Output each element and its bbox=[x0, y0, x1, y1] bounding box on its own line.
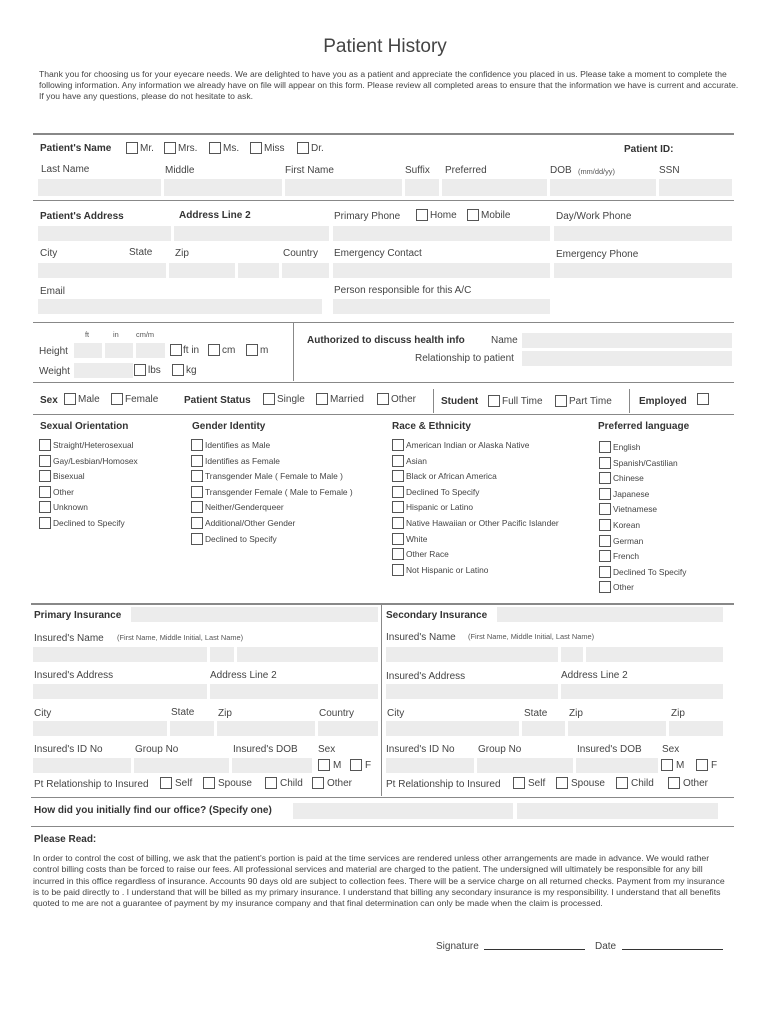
secondary-sex-m-label: M bbox=[676, 760, 685, 771]
middle-label: Middle bbox=[165, 165, 195, 176]
orientation-option-checkbox[interactable] bbox=[39, 501, 51, 513]
kg-checkbox[interactable] bbox=[172, 364, 184, 376]
primary-sex-m-checkbox[interactable] bbox=[318, 759, 330, 771]
language-option-checkbox[interactable] bbox=[599, 488, 611, 500]
signature-label: Signature bbox=[436, 941, 479, 952]
gender-option-label: Identifies as Female bbox=[205, 455, 280, 466]
responsible-field[interactable] bbox=[333, 299, 550, 314]
race-option-checkbox[interactable] bbox=[392, 548, 404, 560]
language-option-label: English bbox=[613, 442, 641, 452]
secondary-city-field[interactable] bbox=[386, 721, 519, 736]
primary-rel-self-checkbox[interactable] bbox=[160, 777, 172, 789]
secondary-insured-address-field[interactable] bbox=[386, 684, 558, 699]
ssn-label: SSN bbox=[659, 165, 680, 176]
language-option-label: Korean bbox=[613, 520, 641, 530]
email-label: Email bbox=[40, 286, 66, 297]
cm-checkbox[interactable] bbox=[208, 344, 220, 356]
divider bbox=[33, 200, 734, 201]
language-option-label: Declined To Specify bbox=[613, 566, 687, 577]
last-name-field[interactable] bbox=[38, 179, 161, 196]
relationship-label: Relationship to patient bbox=[415, 353, 514, 364]
secondary-rel-self-label: Self bbox=[528, 778, 546, 789]
race-option-label: Hispanic or Latino bbox=[406, 502, 474, 513]
language-title: Preferred language bbox=[598, 421, 690, 432]
language-option-checkbox[interactable] bbox=[599, 503, 611, 515]
secondary-rel-spouse-label: Spouse bbox=[571, 778, 605, 789]
secondary-rel-spouse-checkbox[interactable] bbox=[556, 777, 568, 789]
divider bbox=[293, 323, 294, 381]
secondary-relationship-label: Pt Relationship to Insured bbox=[386, 779, 501, 790]
primary-sex-m-label: M bbox=[333, 760, 342, 771]
secondary-insured-first-field[interactable] bbox=[386, 647, 558, 662]
city-field[interactable] bbox=[38, 263, 166, 278]
m-checkbox[interactable] bbox=[246, 344, 258, 356]
email-field[interactable] bbox=[38, 299, 322, 314]
cm-label: cm bbox=[222, 345, 236, 356]
orientation-option-label: Straight/Heterosexual bbox=[53, 440, 134, 450]
orientation-option-label: Declined to Specify bbox=[53, 518, 125, 528]
secondary-insurance-title: Secondary Insurance bbox=[386, 610, 488, 621]
work-phone-label: Day/Work Phone bbox=[556, 211, 632, 222]
student-label: Student bbox=[441, 396, 479, 407]
language-option-checkbox[interactable] bbox=[599, 550, 611, 562]
responsible-label: Person responsible for this A/C bbox=[334, 285, 472, 296]
secondary-insured-last-field[interactable] bbox=[586, 647, 723, 662]
primary-insured-address-label: Insured's Address bbox=[34, 670, 114, 681]
orientation-option-checkbox[interactable] bbox=[39, 486, 51, 498]
race-option-label: Declined To Specify bbox=[406, 486, 480, 497]
gender-option-checkbox[interactable] bbox=[191, 486, 203, 498]
language-option-label: Chinese bbox=[613, 473, 644, 484]
secondary-sex-m-checkbox[interactable] bbox=[661, 759, 673, 771]
language-option-label: German bbox=[613, 535, 644, 546]
secondary-state-label: State bbox=[524, 708, 548, 719]
gender-option-checkbox[interactable] bbox=[191, 455, 203, 467]
referral-field[interactable] bbox=[293, 803, 513, 819]
sex-label: Sex bbox=[40, 395, 58, 406]
primary-sex-f-checkbox[interactable] bbox=[350, 759, 362, 771]
address-line2-label: Address Line 2 bbox=[179, 210, 251, 221]
language-option-checkbox[interactable] bbox=[599, 519, 611, 531]
secondary-group-field[interactable] bbox=[477, 758, 573, 773]
title-mr-checkbox[interactable] bbox=[126, 142, 138, 154]
race-option-label: Asian bbox=[406, 455, 427, 466]
emergency-phone-field[interactable] bbox=[554, 263, 732, 278]
race-option-label: Black or African America bbox=[406, 471, 497, 482]
primary-dob-field[interactable] bbox=[232, 758, 312, 773]
secondary-sex-f-checkbox[interactable] bbox=[696, 759, 708, 771]
race-option-checkbox[interactable] bbox=[392, 533, 404, 545]
orientation-option-label: Other bbox=[53, 486, 74, 497]
race-option-label: White bbox=[406, 533, 428, 544]
primary-rel-spouse-label: Spouse bbox=[218, 778, 252, 789]
title-dr-label: Dr. bbox=[311, 143, 324, 154]
page-title: Patient History bbox=[323, 36, 447, 57]
lbs-checkbox[interactable] bbox=[134, 364, 146, 376]
primary-relationship-label: Pt Relationship to Insured bbox=[34, 779, 149, 790]
patient-id-label: Patient ID: bbox=[624, 144, 674, 155]
language-option-label: Other bbox=[613, 582, 634, 593]
primary-insured-first-field[interactable] bbox=[33, 647, 207, 662]
race-option-checkbox[interactable] bbox=[392, 455, 404, 467]
emergency-contact-label: Emergency Contact bbox=[334, 248, 422, 259]
secondary-insurance-field[interactable] bbox=[497, 607, 723, 622]
height-cm-field[interactable] bbox=[136, 343, 165, 358]
language-option-checkbox[interactable] bbox=[599, 566, 611, 578]
primary-group-field[interactable] bbox=[134, 758, 229, 773]
secondary-dob-label: Insured's DOB bbox=[577, 744, 642, 755]
gender-option-checkbox[interactable] bbox=[191, 517, 203, 529]
primary-country-label: Country bbox=[319, 708, 355, 719]
secondary-rel-other-label: Other bbox=[683, 778, 709, 789]
in-header: in bbox=[113, 330, 119, 339]
gender-title: Gender Identity bbox=[192, 421, 266, 432]
state-field[interactable] bbox=[169, 263, 235, 278]
race-option-checkbox[interactable] bbox=[392, 501, 404, 513]
authorized-name-field[interactable] bbox=[522, 333, 732, 348]
race-option-checkbox[interactable] bbox=[392, 517, 404, 529]
gender-option-label: Identifies as Male bbox=[205, 440, 271, 450]
primary-state-label: State bbox=[171, 707, 195, 718]
phone-home-checkbox[interactable] bbox=[416, 209, 428, 221]
secondary-state-field[interactable] bbox=[522, 721, 565, 736]
primary-phone-field[interactable] bbox=[333, 226, 550, 241]
title-miss-checkbox[interactable] bbox=[250, 142, 262, 154]
phone-mobile-label: Mobile bbox=[481, 210, 511, 221]
language-option-label: Vietnamese bbox=[613, 504, 658, 515]
gender-option-checkbox[interactable] bbox=[191, 439, 203, 451]
height-in-field[interactable] bbox=[105, 343, 133, 358]
lbs-label: lbs bbox=[148, 365, 161, 376]
signature-line[interactable] bbox=[484, 949, 585, 950]
gender-option-label: Declined to Specify bbox=[205, 533, 277, 544]
state-label: State bbox=[129, 247, 153, 258]
zip-field[interactable] bbox=[238, 263, 279, 278]
orientation-option-checkbox[interactable] bbox=[39, 439, 51, 451]
title-mrs-checkbox[interactable] bbox=[164, 142, 176, 154]
ft-in-label: ft in bbox=[183, 345, 200, 356]
status-single-checkbox[interactable] bbox=[263, 393, 275, 405]
orientation-option-checkbox[interactable] bbox=[39, 455, 51, 467]
primary-rel-other-checkbox[interactable] bbox=[312, 777, 324, 789]
suffix-field[interactable] bbox=[405, 179, 439, 196]
authorized-name-label: Name bbox=[491, 335, 518, 346]
work-phone-field[interactable] bbox=[554, 226, 732, 241]
student-full-time-checkbox[interactable] bbox=[488, 395, 500, 407]
employed-label: Employed bbox=[639, 396, 687, 407]
patient-address-label: Patient's Address bbox=[40, 211, 124, 222]
zip-label: Zip bbox=[175, 248, 189, 259]
secondary-address-line2-field[interactable] bbox=[561, 684, 723, 699]
race-option-label: American Indian or Alaska Native bbox=[406, 440, 530, 450]
primary-insured-last-field[interactable] bbox=[237, 647, 378, 662]
divider bbox=[381, 604, 382, 796]
suffix-label: Suffix bbox=[405, 165, 430, 176]
ft-header: ft bbox=[85, 330, 90, 339]
race-option-checkbox[interactable] bbox=[392, 470, 404, 482]
secondary-sex-f-label: F bbox=[711, 760, 718, 771]
cm-m-header: cm/m bbox=[136, 330, 155, 339]
secondary-insured-name-label: Insured's Name bbox=[386, 632, 456, 643]
race-option-label: Other Race bbox=[406, 549, 449, 560]
secondary-city-label: City bbox=[387, 708, 405, 719]
secondary-rel-child-label: Child bbox=[631, 778, 654, 789]
please-read-title: Please Read: bbox=[34, 834, 97, 845]
divider bbox=[629, 389, 630, 413]
title-ms-label: Ms. bbox=[223, 143, 240, 154]
primary-insured-middle-field[interactable] bbox=[210, 647, 234, 662]
secondary-rel-self-checkbox[interactable] bbox=[513, 777, 525, 789]
first-name-field[interactable] bbox=[285, 179, 402, 196]
secondary-zip-label: Zip bbox=[569, 708, 583, 719]
dob-label: DOB bbox=[550, 165, 572, 176]
emergency-phone-label: Emergency Phone bbox=[556, 249, 639, 260]
secondary-zip-field[interactable] bbox=[568, 721, 666, 736]
primary-insured-address-field[interactable] bbox=[33, 684, 207, 699]
kg-label: kg bbox=[186, 365, 197, 376]
divider bbox=[31, 797, 734, 798]
address-field[interactable] bbox=[38, 226, 171, 241]
orientation-option-checkbox[interactable] bbox=[39, 470, 51, 482]
phone-mobile-checkbox[interactable] bbox=[467, 209, 479, 221]
gender-option-label: Transgender Male ( Female to Male ) bbox=[205, 471, 343, 482]
relationship-field[interactable] bbox=[522, 351, 732, 366]
preferred-field[interactable] bbox=[442, 179, 547, 196]
orientation-option-label: Gay/Lesbian/Homosex bbox=[53, 455, 138, 466]
language-option-label: French bbox=[613, 551, 640, 562]
first-name-label: First Name bbox=[285, 165, 334, 176]
race-option-checkbox[interactable] bbox=[392, 564, 404, 576]
phone-home-label: Home bbox=[430, 210, 457, 221]
primary-id-field[interactable] bbox=[33, 758, 131, 773]
title-ms-checkbox[interactable] bbox=[209, 142, 221, 154]
patient-status-label: Patient Status bbox=[184, 395, 251, 406]
primary-insured-name-label: Insured's Name bbox=[34, 633, 104, 644]
primary-group-label: Group No bbox=[135, 744, 179, 755]
secondary-sex-label: Sex bbox=[662, 744, 680, 755]
ft-in-checkbox[interactable] bbox=[170, 344, 182, 356]
patient-name-label: Patient's Name bbox=[40, 143, 112, 154]
language-option-checkbox[interactable] bbox=[599, 535, 611, 547]
race-option-label: Not Hispanic or Latino bbox=[406, 564, 489, 575]
primary-sex-f-label: F bbox=[365, 760, 372, 771]
gender-option-label: Neither/Genderqueer bbox=[205, 502, 284, 513]
language-option-label: Spanish/Castilian bbox=[613, 457, 678, 468]
status-single-label: Single bbox=[277, 394, 305, 405]
title-miss-label: Miss bbox=[264, 143, 285, 154]
primary-state-field[interactable] bbox=[170, 721, 214, 736]
language-option-checkbox[interactable] bbox=[599, 457, 611, 469]
m-label: m bbox=[260, 345, 269, 356]
gender-option-checkbox[interactable] bbox=[191, 470, 203, 482]
preferred-label: Preferred bbox=[445, 165, 487, 176]
dob-format-hint: (mm/dd/yy) bbox=[578, 167, 615, 176]
secondary-dob-field[interactable] bbox=[576, 758, 658, 773]
title-dr-checkbox[interactable] bbox=[297, 142, 309, 154]
secondary-rel-other-checkbox[interactable] bbox=[668, 777, 680, 789]
primary-rel-self-label: Self bbox=[175, 778, 193, 789]
title-mrs-label: Mrs. bbox=[178, 143, 198, 154]
secondary-group-label: Group No bbox=[478, 744, 522, 755]
status-married-label: Married bbox=[330, 394, 364, 405]
primary-rel-spouse-checkbox[interactable] bbox=[203, 777, 215, 789]
primary-rel-child-label: Child bbox=[280, 778, 303, 789]
employed-checkbox[interactable] bbox=[697, 393, 709, 405]
date-label: Date bbox=[595, 941, 617, 952]
orientation-option-label: Unknown bbox=[53, 502, 88, 513]
primary-id-label: Insured's ID No bbox=[34, 744, 103, 755]
primary-country-field[interactable] bbox=[318, 721, 378, 736]
primary-name-hint: (First Name, Middle Initial, Last Name) bbox=[117, 633, 244, 642]
student-part-time-checkbox[interactable] bbox=[555, 395, 567, 407]
primary-address-line2-label: Address Line 2 bbox=[210, 670, 277, 681]
status-other-checkbox[interactable] bbox=[377, 393, 389, 405]
language-option-checkbox[interactable] bbox=[599, 472, 611, 484]
primary-insurance-field[interactable] bbox=[131, 607, 378, 622]
address-line2-field[interactable] bbox=[174, 226, 329, 241]
sex-female-checkbox[interactable] bbox=[111, 393, 123, 405]
secondary-zip2-field[interactable] bbox=[669, 721, 723, 736]
status-married-checkbox[interactable] bbox=[316, 393, 328, 405]
primary-city-label: City bbox=[34, 708, 52, 719]
country-label: Country bbox=[283, 248, 319, 259]
sex-female-label: Female bbox=[125, 394, 159, 405]
authorized-label: Authorized to discuss health info bbox=[307, 335, 465, 346]
primary-sex-label: Sex bbox=[318, 744, 336, 755]
primary-zip-field[interactable] bbox=[217, 721, 315, 736]
divider bbox=[33, 382, 734, 383]
height-ft-field[interactable] bbox=[74, 343, 102, 358]
divider bbox=[33, 322, 734, 323]
orientation-title: Sexual Orientation bbox=[40, 421, 129, 432]
billing-policy-text: In order to control the cost of billing, we ask that the patient's portion is paid at the time services are rendered unless other arrangements are made in advance. We would rather control billing costs than be forced to raise our fees. All professional services and material are charged to the patient. The undersigned will ultimately be responsible for any bill incurred in this office regardless of insurance. Accounts 90 days old are subject to collection fees. There will be a service charge on all returned checks. Payment from my insurance is to be paid directly to . I understand that will be billed as my primary insurance. I understand that billing any secondary insurance is my responsibility. I understand that all benefits quoted to me are not a guarantee of payment by my insurance company and that final determination can only be made when the claim is processed. bbox=[33, 853, 725, 909]
student-full-time-label: Full Time bbox=[502, 396, 543, 407]
gender-option-checkbox[interactable] bbox=[191, 501, 203, 513]
secondary-id-field[interactable] bbox=[386, 758, 474, 773]
secondary-insured-address-label: Insured's Address bbox=[386, 671, 466, 682]
intro-text: Thank you for choosing us for your eyecare needs. We are delighted to have you as a patient and appreciate the confidence you placed in us. Please take a moment to complete the following information. Any information we already have on file will appear on this form. Please review all completed areas to ensure that the information we have is current and accurate. If you have any questions, please do not hesitate to ask. bbox=[39, 69, 739, 101]
primary-rel-child-checkbox[interactable] bbox=[265, 777, 277, 789]
primary-insurance-title: Primary Insurance bbox=[34, 610, 122, 621]
middle-field[interactable] bbox=[164, 179, 282, 196]
race-option-checkbox[interactable] bbox=[392, 439, 404, 451]
gender-option-label: Transgender Female ( Male to Female ) bbox=[205, 486, 353, 497]
weight-label: Weight bbox=[39, 366, 70, 377]
emergency-contact-field[interactable] bbox=[333, 263, 550, 278]
language-option-checkbox[interactable] bbox=[599, 581, 611, 593]
last-name-label: Last Name bbox=[41, 164, 90, 175]
secondary-rel-child-checkbox[interactable] bbox=[616, 777, 628, 789]
divider bbox=[433, 389, 434, 413]
language-option-label: Japanese bbox=[613, 488, 650, 499]
gender-option-label: Additional/Other Gender bbox=[205, 518, 296, 528]
race-option-checkbox[interactable] bbox=[392, 486, 404, 498]
divider bbox=[31, 603, 734, 605]
secondary-id-label: Insured's ID No bbox=[386, 744, 455, 755]
language-option-checkbox[interactable] bbox=[599, 441, 611, 453]
race-title: Race & Ethnicity bbox=[392, 421, 471, 432]
secondary-insured-middle-field[interactable] bbox=[561, 647, 583, 662]
divider bbox=[31, 826, 734, 827]
country-field[interactable] bbox=[282, 263, 329, 278]
orientation-option-label: Bisexual bbox=[53, 471, 85, 482]
referral-detail-field[interactable] bbox=[517, 803, 718, 819]
city-label: City bbox=[40, 248, 58, 259]
secondary-address-line2-label: Address Line 2 bbox=[561, 670, 628, 681]
height-label: Height bbox=[39, 346, 68, 357]
secondary-zip2-label: Zip bbox=[671, 708, 685, 719]
student-part-time-label: Part Time bbox=[569, 396, 612, 407]
title-mr-label: Mr. bbox=[140, 143, 154, 154]
race-option-label: Native Hawaiian or Other Pacific Islander bbox=[406, 518, 559, 528]
primary-dob-label: Insured's DOB bbox=[233, 744, 298, 755]
orientation-option-checkbox[interactable] bbox=[39, 517, 51, 529]
sex-male-label: Male bbox=[78, 394, 100, 405]
sex-male-checkbox[interactable] bbox=[64, 393, 76, 405]
date-line[interactable] bbox=[622, 949, 723, 950]
divider bbox=[33, 133, 734, 135]
status-other-label: Other bbox=[391, 394, 417, 405]
primary-address-line2-field[interactable] bbox=[210, 684, 378, 699]
primary-zip-label: Zip bbox=[218, 708, 232, 719]
primary-city-field[interactable] bbox=[33, 721, 167, 736]
referral-label: How did you initially find our office? (Specify one) bbox=[34, 805, 272, 816]
secondary-name-hint: (First Name, Middle Initial, Last Name) bbox=[468, 632, 595, 641]
ssn-field[interactable] bbox=[659, 179, 732, 196]
primary-rel-other-label: Other bbox=[327, 778, 353, 789]
weight-field[interactable] bbox=[74, 363, 133, 378]
divider bbox=[33, 414, 734, 415]
dob-field[interactable] bbox=[550, 179, 656, 196]
gender-option-checkbox[interactable] bbox=[191, 533, 203, 545]
primary-phone-label: Primary Phone bbox=[334, 211, 401, 222]
